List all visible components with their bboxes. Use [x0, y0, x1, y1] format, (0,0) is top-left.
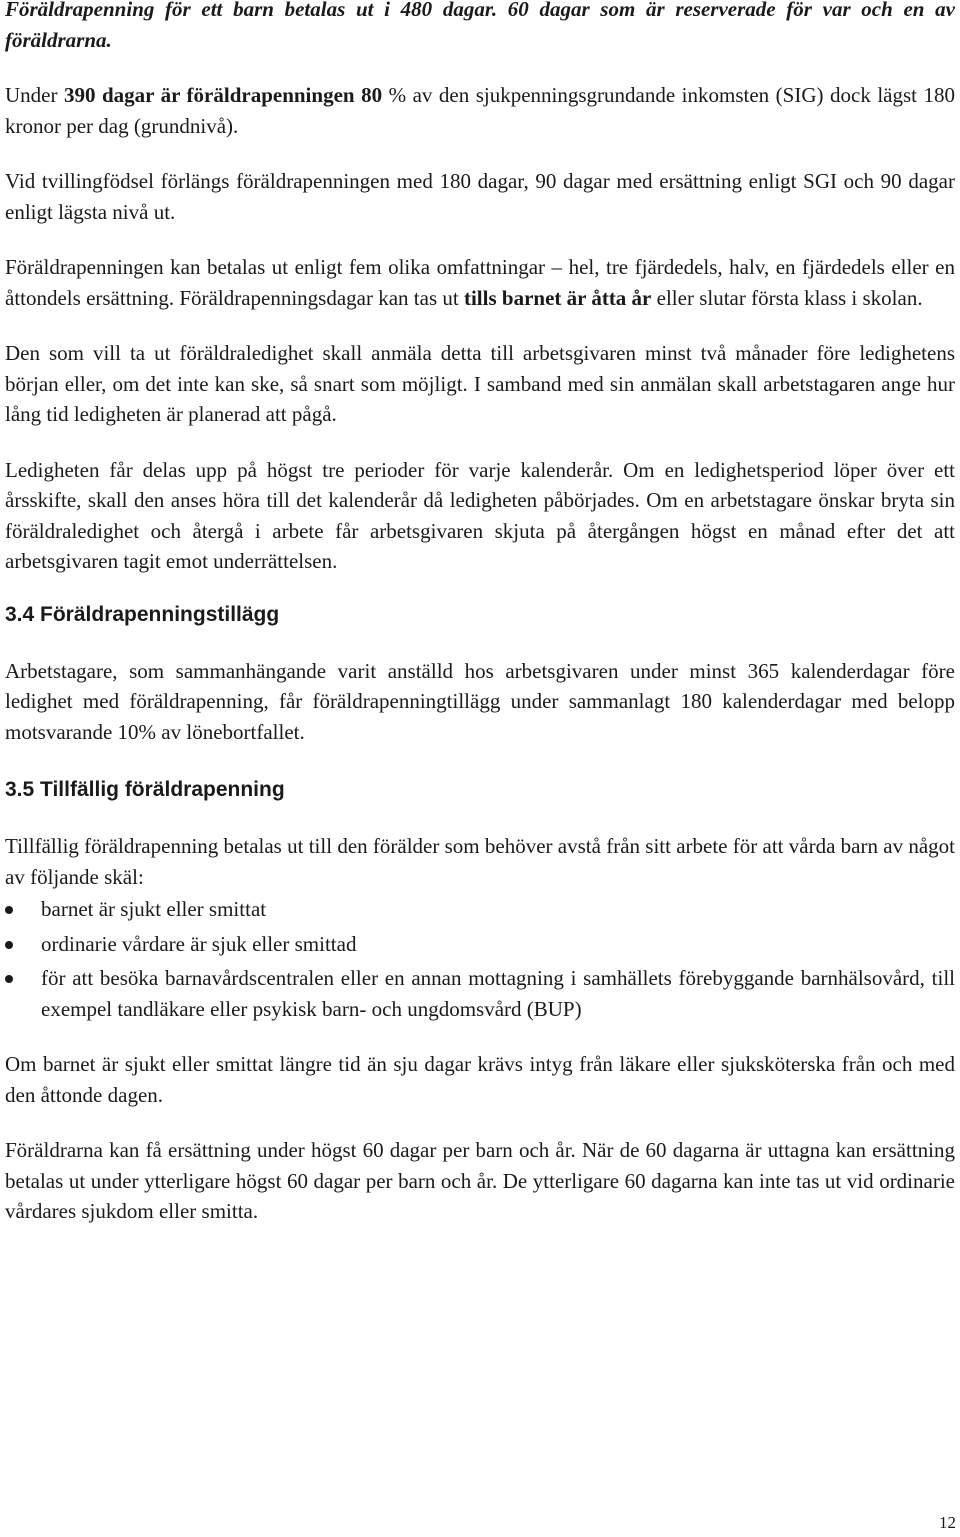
- paragraph-tvillingfodsel: Vid tvillingfödsel förlängs föräldrapenningen med 180 dagar, 90 dagar med ersättning enligt SGI och 90 dagar enligt lägsta nivå ut.: [5, 169, 955, 224]
- bullet-icon: [5, 906, 13, 914]
- reasons-list: [5, 894, 955, 1024]
- paragraph-text: eller slutar första klass i skolan.: [651, 285, 923, 310]
- paragraph-perioder: Ledigheten får delas upp på högst tre perioder för varje kalenderår. Om en ledighetsperiod löper över ett årsskifte, skall den anses höra till det kalenderår då ledigheten påbörjades. Om en arbetstagare önskar bryta sin föräldraledighet och återgå i arbete får arbetsgivaren skjuta på återgången högst en månad efter det att arbetsgivaren tagit emot underrättelsen.: [5, 457, 955, 573]
- bold-text: tills barnet är åtta år: [463, 285, 652, 310]
- paragraph-tillfallig: Tillfällig föräldrapenning betalas ut till den förälder som behöver avstå från sitt arbete för att vårda barn av något av följande skäl:: [5, 834, 955, 889]
- paragraph-intyg: Om barnet är sjukt eller smittat längre tid än sju dagar krävs intyg från läkare eller sjuksköterska från och med den åttonde dagen.: [5, 1052, 955, 1107]
- bullet-icon: [5, 975, 13, 983]
- bold-text: 390 dagar är föräldrapenningen 80: [63, 83, 383, 107]
- section-heading-3-4: 3.4 Föräldrapenningstillägg: [5, 602, 280, 626]
- paragraph-text: Föräldrapenningen kan betalas ut enligt fem olika omfattningar – hel, tre fjärdedels, halv, en fjärdedels eller en åttondels ersättning. Föräldrapenningsdagar kan tas ut: [5, 255, 955, 310]
- paragraph-grundniva: [5, 80, 955, 141]
- paragraph-text: Under: [5, 83, 64, 107]
- bullet-icon: [5, 941, 13, 949]
- list-item: [5, 929, 955, 960]
- list-item: [5, 894, 955, 925]
- intro-paragraph: Föräldrapenning för ett barn betalas ut i 480 dagar. 60 dagar som är reserverade för var och en av föräldrarna.: [5, 0, 955, 52]
- paragraph-ersattning: Föräldrarna kan få ersättning under högst 60 dagar per barn och år. När de 60 dagarna är uttagna kan ersättning betalas ut under ytterligare högst 60 dagar per barn och år. De ytterligare 60 dagarna kan inte tas ut vid ordinarie vårdares sjukdom eller smitta.: [5, 1138, 955, 1223]
- paragraph-text: % av den sjukpenningsgrundande inkomsten (SIG) dock lägst 180 kronor per dag (grundnivå).: [5, 83, 955, 138]
- paragraph-omfattningar: [5, 252, 955, 313]
- list-item-text: för att besöka barnavårdscentralen eller en annan mottagning i samhällets förebyggande barnhälsovård, till exempel tandläkare eller psykisk barn- och ungdomsvård (BUP): [41, 966, 955, 1021]
- paragraph-anmalan: Den som vill ta ut föräldraledighet skall anmäla detta till arbetsgivaren minst två månader före ledighetens början eller, om det inte kan ske, så snart som möjligt. I samband med sin anmälan skall arbetstagaren ange hur lång tid ledigheten är planerad att pågå.: [5, 341, 955, 426]
- list-item-text: barnet är sjukt eller smittat: [41, 897, 267, 921]
- list-item-text: ordinarie vårdare är sjuk eller smittad: [41, 931, 357, 956]
- page-number: 12: [939, 1513, 956, 1532]
- list-item: [5, 963, 955, 1024]
- paragraph-tillagg: Arbetstagare, som sammanhängande varit anställd hos arbetsgivaren under minst 365 kalenderdagar före ledighet med föräldrapenning, får föräldrapenningtillägg under sammanlagt 180 kalenderdagar med belopp motsvarande 10% av lönebortfallet.: [5, 658, 955, 744]
- section-heading-3-5: 3.5 Tillfällig föräldrapenning: [5, 778, 285, 801]
- document-page: [5, 0, 955, 1227]
